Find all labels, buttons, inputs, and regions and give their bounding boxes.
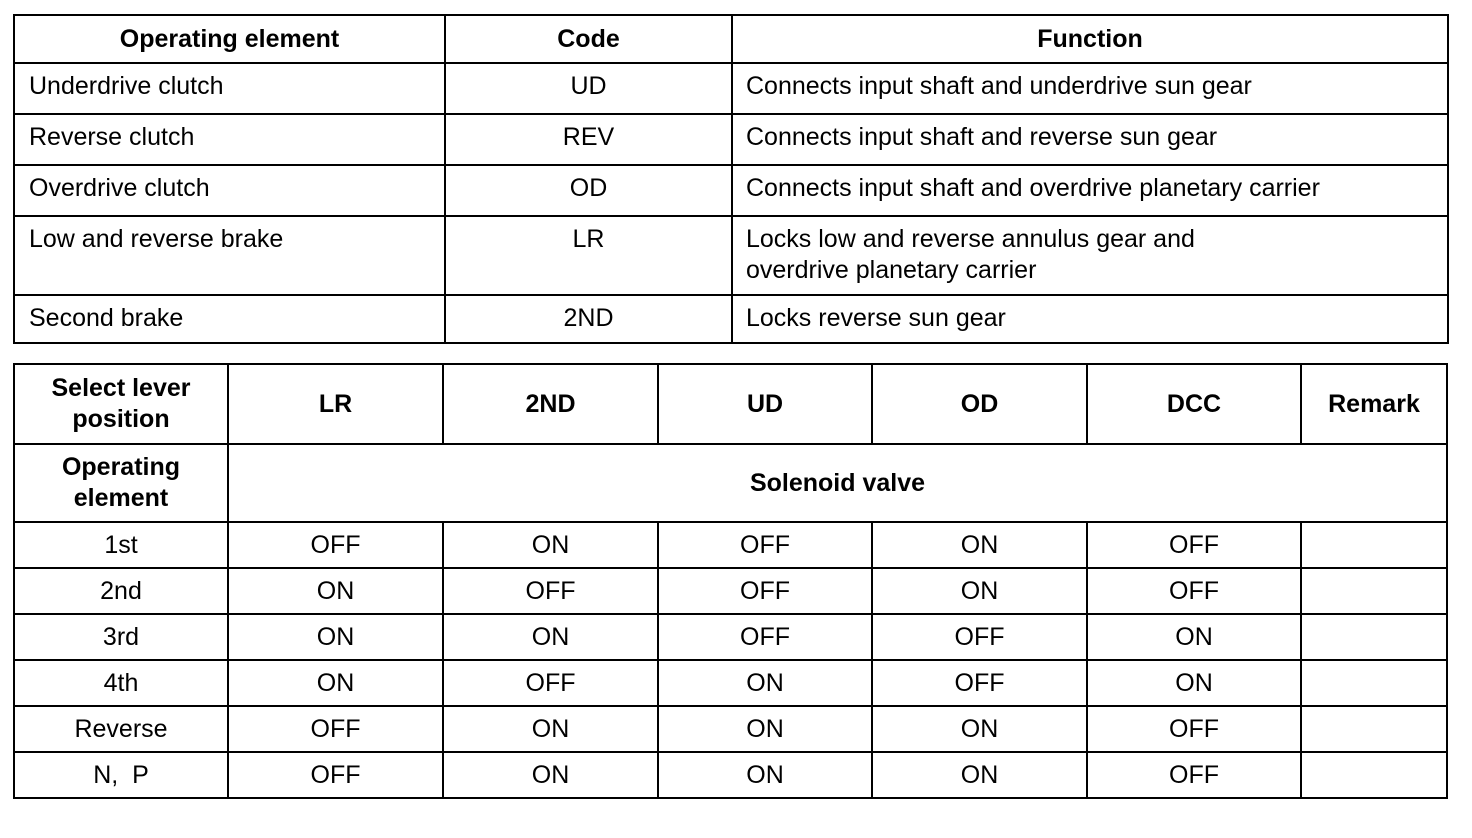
state-ud: ON bbox=[658, 660, 872, 706]
header-select-lever-position bbox=[14, 364, 228, 444]
state-2nd: OFF bbox=[443, 660, 658, 706]
state-lr: OFF bbox=[228, 522, 443, 568]
element-code: UD bbox=[445, 63, 732, 114]
header-line: position bbox=[72, 405, 170, 433]
table-row bbox=[14, 114, 1448, 165]
lever-position: 3rd bbox=[14, 614, 228, 660]
state-lr: OFF bbox=[228, 706, 443, 752]
header-od: OD bbox=[872, 364, 1087, 444]
state-od: ON bbox=[872, 706, 1087, 752]
element-code: LR bbox=[445, 216, 732, 295]
table-row bbox=[14, 660, 1447, 706]
table-header-row bbox=[14, 15, 1448, 63]
state-2nd: OFF bbox=[443, 568, 658, 614]
state-lr: OFF bbox=[228, 752, 443, 798]
table-header-row bbox=[14, 444, 1447, 522]
table-row bbox=[14, 614, 1447, 660]
state-ud: OFF bbox=[658, 614, 872, 660]
state-2nd: ON bbox=[443, 614, 658, 660]
element-code: OD bbox=[445, 165, 732, 216]
state-dcc: ON bbox=[1087, 660, 1301, 706]
element-name: Overdrive clutch bbox=[14, 165, 445, 216]
lever-position: 2nd bbox=[14, 568, 228, 614]
header-function: Function bbox=[732, 15, 1448, 63]
state-ud: ON bbox=[658, 752, 872, 798]
function-line: Locks low and reverse annulus gear and bbox=[746, 225, 1195, 253]
state-dcc: OFF bbox=[1087, 706, 1301, 752]
element-name: Low and reverse brake bbox=[14, 216, 445, 295]
table-row bbox=[14, 295, 1448, 343]
table-row bbox=[14, 522, 1447, 568]
table-header-row bbox=[14, 364, 1447, 444]
table-row bbox=[14, 165, 1448, 216]
state-od: ON bbox=[872, 522, 1087, 568]
lever-position: N, P bbox=[14, 752, 228, 798]
remark bbox=[1301, 614, 1447, 660]
state-dcc: OFF bbox=[1087, 522, 1301, 568]
state-lr: ON bbox=[228, 614, 443, 660]
element-name: Second brake bbox=[14, 295, 445, 343]
element-name: Reverse clutch bbox=[14, 114, 445, 165]
header-code: Code bbox=[445, 15, 732, 63]
state-ud: OFF bbox=[658, 568, 872, 614]
element-function: Connects input shaft and reverse sun gear bbox=[732, 114, 1448, 165]
state-od: ON bbox=[872, 752, 1087, 798]
element-code: 2ND bbox=[445, 295, 732, 343]
header-line: Select lever bbox=[51, 374, 191, 402]
header-dcc: DCC bbox=[1087, 364, 1301, 444]
operating-elements-table bbox=[13, 14, 1449, 344]
header-remark: Remark bbox=[1301, 364, 1447, 444]
header-ud: UD bbox=[658, 364, 872, 444]
table-row bbox=[14, 706, 1447, 752]
remark bbox=[1301, 706, 1447, 752]
header-solenoid-valve: Solenoid valve bbox=[228, 444, 1447, 522]
lever-position: 4th bbox=[14, 660, 228, 706]
state-2nd: ON bbox=[443, 522, 658, 568]
state-dcc: OFF bbox=[1087, 752, 1301, 798]
state-dcc: ON bbox=[1087, 614, 1301, 660]
element-function: Locks reverse sun gear bbox=[732, 295, 1448, 343]
table-row bbox=[14, 568, 1447, 614]
element-function bbox=[732, 216, 1448, 295]
state-ud: ON bbox=[658, 706, 872, 752]
element-name: Underdrive clutch bbox=[14, 63, 445, 114]
header-line: element bbox=[73, 484, 169, 512]
state-lr: ON bbox=[228, 660, 443, 706]
element-code: REV bbox=[445, 114, 732, 165]
header-lr: LR bbox=[228, 364, 443, 444]
lever-position: 1st bbox=[14, 522, 228, 568]
element-function: Connects input shaft and underdrive sun gear bbox=[732, 63, 1448, 114]
header-line: Operating bbox=[61, 453, 181, 481]
state-od: OFF bbox=[872, 660, 1087, 706]
solenoid-table-body bbox=[14, 522, 1447, 798]
state-2nd: ON bbox=[443, 706, 658, 752]
table-row bbox=[14, 63, 1448, 114]
element-function: Connects input shaft and overdrive planetary carrier bbox=[732, 165, 1448, 216]
state-dcc: OFF bbox=[1087, 568, 1301, 614]
header-operating-element bbox=[14, 444, 228, 522]
state-od: ON bbox=[872, 568, 1087, 614]
state-ud: OFF bbox=[658, 522, 872, 568]
table-row bbox=[14, 752, 1447, 798]
table-row bbox=[14, 216, 1448, 295]
function-line: overdrive planetary carrier bbox=[746, 256, 1037, 284]
state-lr: ON bbox=[228, 568, 443, 614]
remark bbox=[1301, 522, 1447, 568]
header-2nd: 2ND bbox=[443, 364, 658, 444]
solenoid-valve-table bbox=[13, 363, 1448, 799]
state-2nd: ON bbox=[443, 752, 658, 798]
lever-position: Reverse bbox=[14, 706, 228, 752]
state-od: OFF bbox=[872, 614, 1087, 660]
remark bbox=[1301, 752, 1447, 798]
remark bbox=[1301, 660, 1447, 706]
remark bbox=[1301, 568, 1447, 614]
header-operating-element: Operating element bbox=[14, 15, 445, 63]
